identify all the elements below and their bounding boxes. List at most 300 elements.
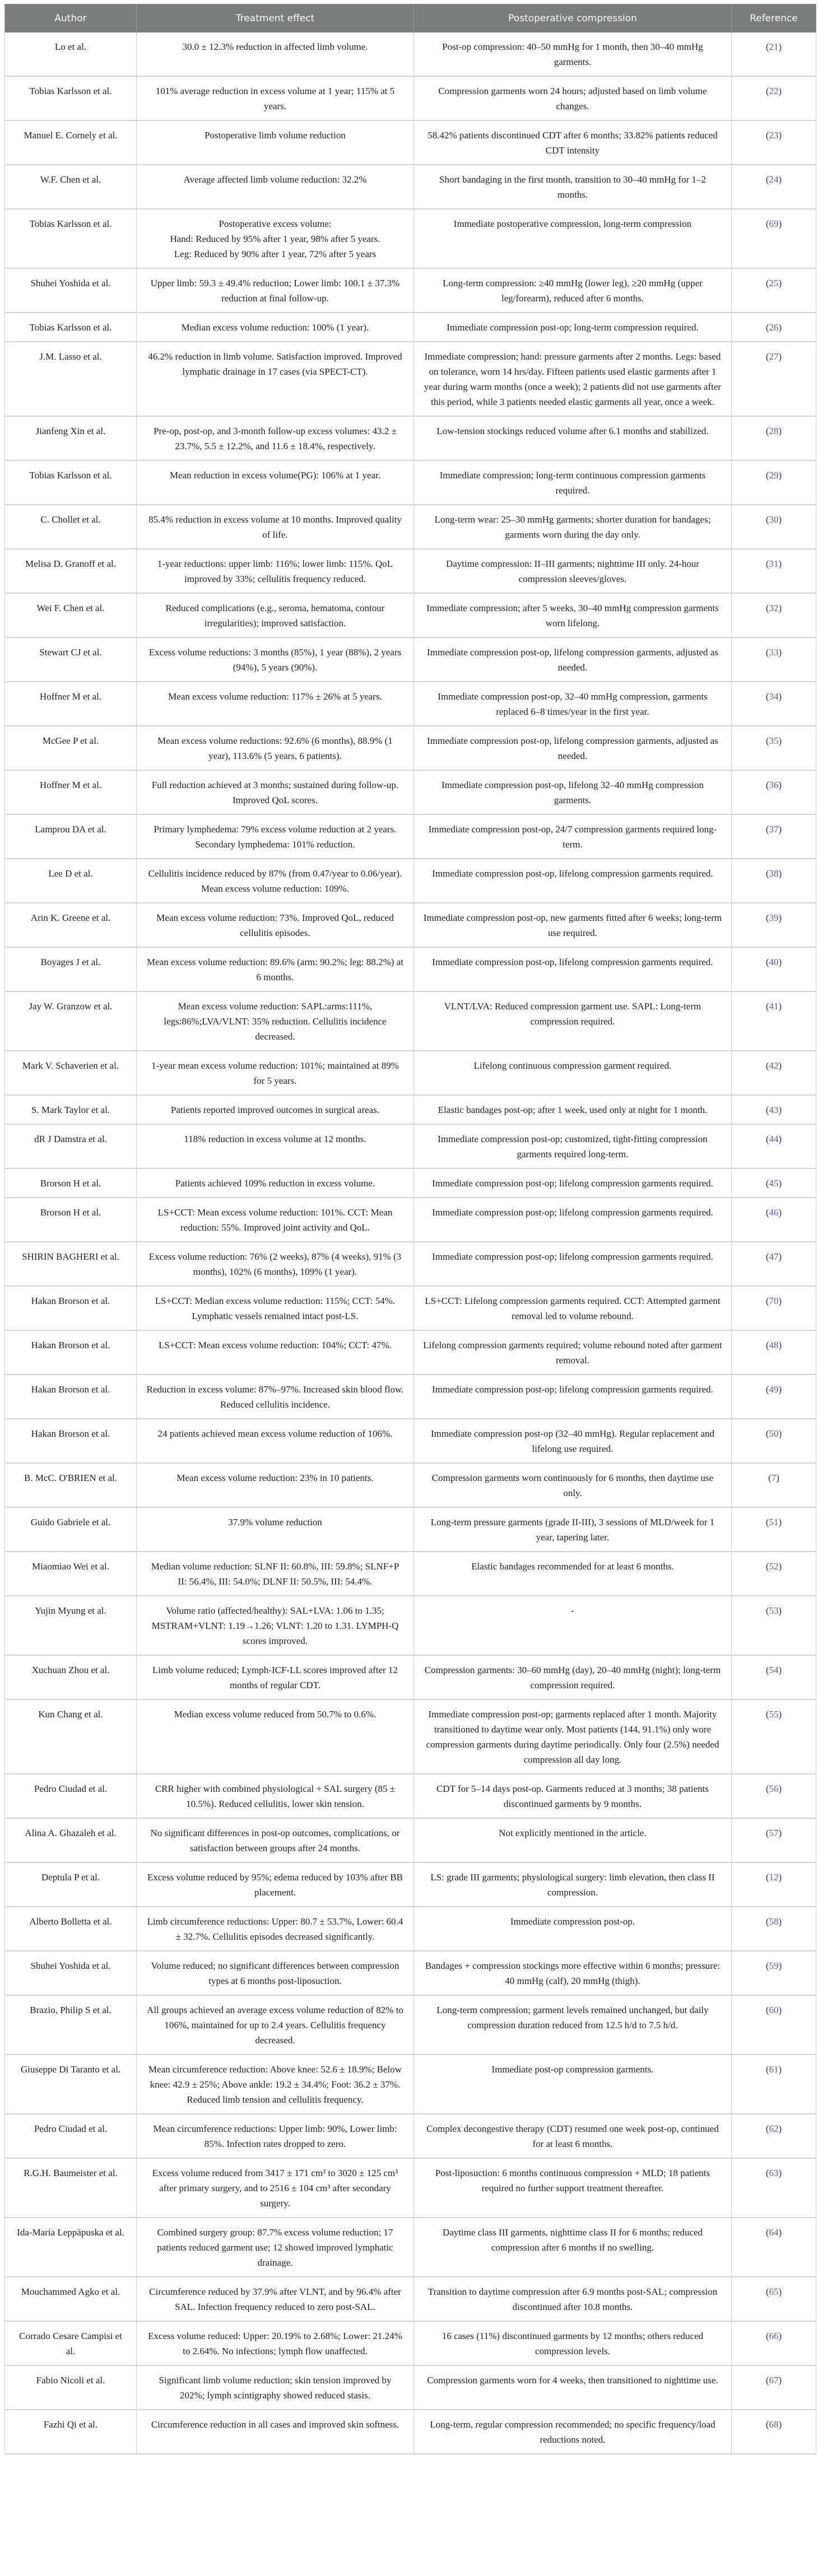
reference-link[interactable]: 60	[769, 2005, 779, 2015]
paren-open: (	[765, 470, 769, 481]
cell-treatment-effect	[137, 814, 414, 859]
paren-close: )	[778, 278, 782, 288]
cell-author: Pedro Ciudad et al.	[5, 2114, 137, 2158]
paren-open: (	[765, 1665, 769, 1675]
header-reference: Reference	[732, 4, 816, 32]
cell-reference	[732, 1995, 816, 2055]
paren-close: )	[778, 2331, 782, 2341]
reference-link[interactable]: 68	[769, 2419, 779, 2430]
cell-postoperative-compression: Compression garments worn for 4 weeks, then transitioned to nighttime use.	[414, 2365, 732, 2410]
cell-postoperative-compression: Not explicitly mentioned in the article.	[414, 1818, 732, 1862]
cell-author: Tobias Karlsson et al.	[5, 460, 137, 505]
reference-link[interactable]: 61	[769, 2064, 779, 2075]
cell-author: dR J Damstra et al.	[5, 1124, 137, 1168]
paren-open: (	[765, 735, 769, 746]
cell-treatment-effect	[137, 460, 414, 505]
cell-reference	[732, 1198, 816, 1242]
reference-link[interactable]: 51	[769, 1517, 779, 1527]
treatment-effect-line: LS+CCT: Mean excess volume reduction: 101%. CCT: Mean reduction: 55%. Improved joint activity and QoL.	[157, 1207, 393, 1233]
paren-close: )	[778, 1060, 782, 1071]
paren-open: (	[765, 957, 769, 967]
cell-postoperative-compression: Lifelong continuous compression garment required.	[414, 1051, 732, 1095]
paren-close: )	[778, 1428, 782, 1439]
cell-reference	[732, 32, 816, 76]
paren-open: (	[765, 2064, 769, 2075]
table-row	[5, 1375, 816, 1419]
paren-open: (	[765, 868, 769, 879]
cell-reference	[732, 1818, 816, 1862]
reference-link[interactable]: 40	[769, 957, 779, 967]
cell-author: Guido Gabriele et al.	[5, 1507, 137, 1552]
reference-link[interactable]: 59	[769, 1960, 779, 1971]
reference-link[interactable]: 28	[769, 426, 779, 436]
reference-link[interactable]: 53	[769, 1605, 779, 1616]
paren-close: )	[778, 426, 782, 436]
reference-link[interactable]: 7	[771, 1473, 777, 1483]
reference-link[interactable]: 39	[769, 912, 779, 923]
cell-reference	[732, 2410, 816, 2454]
reference-link[interactable]: 54	[769, 1665, 779, 1675]
cell-author: Stewart CJ et al.	[5, 637, 137, 682]
cell-treatment-effect	[137, 1375, 414, 1419]
paren-open: (	[765, 1001, 769, 1012]
cell-reference	[732, 1699, 816, 1774]
treatment-effect-line: Excess volume reduced from 3417 ± 171 cm³ to 3020 ± 125 cm³ after primary surgery, and to 2516 ± 104 cm³ after secondary surgery.	[152, 2168, 398, 2209]
cell-postoperative-compression: Immediate compression post-op; garments replaced after 1 month. Majority transitioned to daytime wear only. Most patients (144, 91.1%) only wore compression garments during daytime periodically. Only four (2.5%) needed compression all day long.	[414, 1699, 732, 1774]
cell-reference	[732, 209, 816, 268]
paren-open: (	[765, 558, 769, 569]
treatment-effect-line: Upper limb: 59.3 ± 49.4% reduction; Lower limb: 100.1 ± 37.3% reduction at final follow-up.	[150, 278, 400, 304]
reference-link[interactable]: 62	[769, 2123, 779, 2134]
cell-postoperative-compression: Post-liposuction: 6 months continuous compression + MLD; 18 patients required no further support treatment thereafter.	[414, 2158, 732, 2218]
paren-close: )	[778, 957, 782, 967]
cell-reference	[732, 313, 816, 342]
treatment-effect-line: 46.2% reduction in limb volume. Satisfaction improved. Improved lymphatic drainage in 17 cases (via SPECT-CT).	[148, 351, 402, 377]
paren-open: (	[765, 2286, 769, 2297]
reference-link[interactable]: 42	[769, 1060, 779, 1071]
cell-treatment-effect	[137, 903, 414, 947]
treatment-effect-line: LS+CCT: Mean excess volume reduction: 104%; CCT: 47%.	[159, 1340, 392, 1350]
cell-reference	[732, 2365, 816, 2410]
reference-link[interactable]: 23	[769, 130, 779, 141]
cell-postoperative-compression: Immediate compression post-op, lifelong compression garments, adjusted as needed.	[414, 726, 732, 770]
cell-author: Kun Chang et al.	[5, 1699, 137, 1774]
cell-reference	[732, 1286, 816, 1330]
table-row	[5, 1699, 816, 1774]
cell-reference	[732, 1375, 816, 1419]
treatment-effect-line: 1-year mean excess volume reduction: 101%; maintained at 89% for 5 years.	[151, 1060, 399, 1086]
cell-treatment-effect	[137, 1818, 414, 1862]
cell-treatment-effect	[137, 1552, 414, 1596]
cell-treatment-effect	[137, 268, 414, 313]
paren-open: (	[765, 1384, 769, 1395]
treatment-effect-line: Mean excess volume reduction: 89.6% (arm: 90.2%; leg: 88.2%) at 6 months.	[147, 957, 403, 982]
reference-link[interactable]: 25	[769, 278, 779, 288]
cell-author: Boyages J et al.	[5, 947, 137, 991]
paren-open: (	[765, 1178, 769, 1189]
paren-open: (	[765, 780, 769, 790]
cell-treatment-effect	[137, 416, 414, 460]
reference-link[interactable]: 46	[769, 1207, 779, 1218]
paren-close: )	[778, 868, 782, 879]
treatment-effect-line: Mean circumference reduction: Above knee: 52.6 ± 18.9%; Below knee: 42.9 ± 25%; Above ankle: 19.2 ± 34.4%; Foot: 36.2 ± 37%. Reduced limb tension and cellulitis frequency.	[148, 2064, 402, 2105]
cell-reference	[732, 505, 816, 549]
paren-close: )	[778, 558, 782, 569]
cell-reference	[732, 682, 816, 726]
paren-close: )	[778, 647, 782, 658]
treatment-effect-line: Average affected limb volume reduction: 32.2%	[183, 174, 367, 185]
cell-author: Brorson H et al.	[5, 1168, 137, 1198]
cell-treatment-effect	[137, 2055, 414, 2114]
cell-author: Miaomiao Wei et al.	[5, 1552, 137, 1596]
paren-close: )	[776, 1473, 779, 1483]
treatment-effect-line: 37.9% volume reduction	[228, 1517, 322, 1527]
cell-treatment-effect	[137, 1124, 414, 1168]
cell-reference	[732, 726, 816, 770]
reference-link[interactable]: 49	[769, 1384, 779, 1395]
cell-treatment-effect	[137, 1655, 414, 1699]
reference-link[interactable]: 12	[769, 1872, 779, 1883]
header-author: Author	[5, 4, 137, 32]
cell-author: R.G.H. Baumeister et al.	[5, 2158, 137, 2218]
table-row	[5, 342, 816, 416]
treatment-effect-line: Hand: Reduced by 95% after 1 year, 98% after 5 years.	[170, 234, 380, 244]
cell-postoperative-compression: Elastic bandages recommended for at least 6 months.	[414, 1552, 732, 1596]
treatment-effect-line: No significant differences in post-op outcomes, complications, or satisfaction between groups after 24 months.	[150, 1828, 400, 1853]
cell-author: Mouchammed Agko et al.	[5, 2277, 137, 2321]
reference-link[interactable]: 47	[769, 1251, 779, 1262]
reference-link[interactable]: 32	[769, 603, 779, 613]
cell-reference	[732, 903, 816, 947]
treatment-effect-line: Median volume reduction: SLNF II: 60.8%, III: 59.8%; SLNF+P II: 56.4%, III: 54.0%; DLNF II: 50.5%, III: 54.4%.	[151, 1561, 399, 1587]
cell-author: W.F. Chen et al.	[5, 165, 137, 209]
cell-treatment-effect	[137, 682, 414, 726]
paren-close: )	[778, 2123, 782, 2134]
cell-reference	[732, 76, 816, 120]
cell-treatment-effect	[137, 2365, 414, 2410]
reference-link[interactable]: 41	[769, 1001, 779, 1012]
table-row	[5, 2055, 816, 2114]
cell-treatment-effect	[137, 2114, 414, 2158]
cell-reference	[732, 1463, 816, 1507]
reference-link[interactable]: 57	[769, 1828, 779, 1838]
reference-link[interactable]: 35	[769, 735, 779, 746]
cell-postoperative-compression: 58.42% patients discontinued CDT after 6 months; 33.82% patients reduced CDT intensity	[414, 120, 732, 165]
paren-close: )	[778, 824, 782, 835]
outcomes-table	[4, 4, 816, 2454]
paren-close: )	[778, 603, 782, 613]
cell-postoperative-compression: Immediate compression post-op; lifelong compression garments required.	[414, 1168, 732, 1198]
paren-open: (	[765, 322, 769, 333]
cell-treatment-effect	[137, 770, 414, 814]
table-row	[5, 2218, 816, 2277]
cell-author: Giuseppe Di Taranto et al.	[5, 2055, 137, 2114]
treatment-effect-line: Median excess volume reduction: 100% (1 year).	[181, 322, 369, 333]
cell-postoperative-compression: Immediate postoperative compression, long-term compression	[414, 209, 732, 268]
reference-link[interactable]: 26	[769, 322, 779, 333]
table-row	[5, 416, 816, 460]
cell-treatment-effect	[137, 76, 414, 120]
cell-author: Hakan Brorson et al.	[5, 1375, 137, 1419]
reference-link[interactable]: 38	[769, 868, 779, 879]
cell-treatment-effect	[137, 313, 414, 342]
reference-link[interactable]: 43	[769, 1105, 779, 1115]
paren-close: )	[778, 41, 782, 52]
cell-treatment-effect	[137, 1168, 414, 1198]
cell-treatment-effect	[137, 593, 414, 637]
cell-author: Tobias Karlsson et al.	[5, 313, 137, 342]
cell-postoperative-compression: Immediate compression post-op, lifelong compression garments required.	[414, 859, 732, 903]
cell-postoperative-compression: Long-term, regular compression recommended; no specific frequency/load reductions noted.	[414, 2410, 732, 2454]
cell-postoperative-compression: Immediate compression post-op; lifelong compression garments required.	[414, 1242, 732, 1286]
reference-link[interactable]: 33	[769, 647, 779, 658]
cell-postoperative-compression: Compression garments worn continuously for 6 months, then daytime use only.	[414, 1463, 732, 1507]
treatment-effect-line: Leg: Reduced by 90% after 1 year, 72% after 5 years	[174, 249, 377, 259]
cell-author: Deptula P et al.	[5, 1862, 137, 1907]
paren-open: (	[765, 1605, 769, 1616]
cell-treatment-effect	[137, 947, 414, 991]
cell-author: S. Mark Taylor et al.	[5, 1095, 137, 1124]
reference-link[interactable]: 29	[769, 470, 779, 481]
cell-author: Alberto Bolletta et al.	[5, 1907, 137, 1951]
reference-link[interactable]: 67	[769, 2375, 779, 2386]
cell-treatment-effect	[137, 165, 414, 209]
cell-reference	[732, 2158, 816, 2218]
treatment-effect-line: Excess volume reductions: 3 months (85%), 1 year (88%), 2 years (94%), 5 years (90%).	[148, 647, 402, 673]
treatment-effect-line: Mean excess volume reduction: 23% in 10 patients.	[176, 1473, 374, 1483]
cell-treatment-effect	[137, 726, 414, 770]
cell-postoperative-compression: Daytime class III garments, nighttime class II for 6 months; reduced compression after 6 months if no swelling.	[414, 2218, 732, 2277]
reference-link[interactable]: 48	[769, 1340, 779, 1350]
treatment-effect-line: Significant limb volume reduction; skin tension improved by 202%; lymph scintigraphy showed reduced stasis.	[159, 2375, 392, 2401]
paren-open: (	[765, 218, 769, 229]
reference-link[interactable]: 30	[769, 514, 779, 525]
cell-reference	[732, 1095, 816, 1124]
treatment-effect-line: Limb volume reduced; Lymph-ICF-LL scores improved after 12 months of regular CDT.	[152, 1665, 398, 1690]
paren-close: )	[778, 2064, 782, 2075]
cell-reference	[732, 1168, 816, 1198]
paren-close: )	[778, 1296, 782, 1306]
paren-close: )	[778, 1001, 782, 1012]
paren-open: (	[765, 1207, 769, 1218]
paren-open: (	[765, 2419, 769, 2430]
table-row	[5, 32, 816, 76]
paren-open: (	[765, 1872, 769, 1883]
table-row	[5, 268, 816, 313]
paren-open: (	[765, 1960, 769, 1971]
reference-link[interactable]: 27	[769, 351, 779, 362]
paren-close: )	[778, 1783, 782, 1794]
table-row	[5, 2114, 816, 2158]
reference-link[interactable]: 34	[769, 691, 779, 702]
cell-reference	[732, 120, 816, 165]
reference-link[interactable]: 66	[769, 2331, 779, 2341]
table-row	[5, 2321, 816, 2365]
reference-link[interactable]: 56	[769, 1783, 779, 1794]
cell-treatment-effect	[137, 1951, 414, 1995]
cell-treatment-effect	[137, 1286, 414, 1330]
table-row	[5, 991, 816, 1051]
table-row	[5, 1995, 816, 2055]
paren-close: )	[778, 1916, 782, 1927]
treatment-effect-line: Mean excess volume reductions: 92.6% (6 months), 88.9% (1 year), 113.6% (5 years, 6 patients).	[157, 735, 393, 761]
reference-link[interactable]: 69	[769, 218, 779, 229]
treatment-effect-line: Primary lymphedema: 79% excess volume reduction at 2 years. Secondary lymphedema: 101% reduction.	[154, 824, 397, 850]
cell-author: McGee P et al.	[5, 726, 137, 770]
cell-treatment-effect	[137, 859, 414, 903]
paren-open: (	[765, 514, 769, 525]
cell-author: B. McC. O'BRIEN et al.	[5, 1463, 137, 1507]
paren-open: (	[765, 2227, 769, 2238]
cell-postoperative-compression: Immediate compression post-op, new garments fitted after 6 weeks; long-term use required.	[414, 903, 732, 947]
treatment-effect-line: Circumference reduced by 37.9% after VLNT, and by 96.4% after SAL. Infection frequency reduced to zero post-SAL.	[149, 2286, 401, 2312]
cell-postoperative-compression: Complex decongestive therapy (CDT) resumed one week post-op, continued for at least 6 months.	[414, 2114, 732, 2158]
paren-open: (	[765, 1251, 769, 1262]
table-row	[5, 814, 816, 859]
cell-author: Manuel E. Cornely et al.	[5, 120, 137, 165]
cell-reference	[732, 268, 816, 313]
paren-close: )	[778, 470, 782, 481]
table-row	[5, 859, 816, 903]
cell-reference	[732, 2321, 816, 2365]
cell-reference	[732, 416, 816, 460]
cell-reference	[732, 1655, 816, 1699]
reference-link[interactable]: 45	[769, 1178, 779, 1189]
cell-postoperative-compression: Immediate compression post-op, lifelong compression garments required.	[414, 947, 732, 991]
cell-postoperative-compression: Low-tension stockings reduced volume after 6.1 months and stabilized.	[414, 416, 732, 460]
cell-postoperative-compression: Transition to daytime compression after 6.9 months post-SAL; compression discontinued after 10.8 months.	[414, 2277, 732, 2321]
header-treatment-effect: Treatment effect	[137, 4, 414, 32]
reference-link[interactable]: 65	[769, 2286, 779, 2297]
treatment-effect-line: 85.4% reduction in excess volume at 10 months. Improved quality of life.	[148, 514, 402, 540]
treatment-effect-line: Mean excess volume reduction: 117% ± 26% at 5 years.	[168, 691, 382, 702]
cell-postoperative-compression: Immediate compression post-op, lifelong 32–40 mmHg compression garments.	[414, 770, 732, 814]
paren-open: (	[765, 1105, 769, 1115]
cell-treatment-effect	[137, 342, 414, 416]
treatment-effect-line: Postoperative limb volume reduction	[204, 130, 346, 141]
table-row	[5, 549, 816, 593]
cell-reference	[732, 165, 816, 209]
treatment-effect-line: Median excess volume reduced from 50.7% to 0.6%.	[174, 1709, 377, 1720]
cell-author: Tobias Karlsson et al.	[5, 76, 137, 120]
cell-author: Pedro Ciudad et al.	[5, 1774, 137, 1818]
treatment-effect-line: Mean excess volume reduction: SAPL:arms:111%, legs:86%;LVA/VLNT: 35% reduction. Cellulitis incidence decreased.	[164, 1001, 387, 1042]
table-row	[5, 1095, 816, 1124]
cell-treatment-effect	[137, 1907, 414, 1951]
paren-close: )	[778, 130, 782, 141]
reference-link[interactable]: 22	[769, 86, 779, 96]
reference-link[interactable]: 70	[769, 1296, 779, 1306]
treatment-effect-line: 118% reduction in excess volume at 12 months.	[184, 1134, 366, 1144]
cell-author: Lee D et al.	[5, 859, 137, 903]
table-row	[5, 2365, 816, 2410]
treatment-effect-line: Mean circumference reductions: Upper limb: 90%, Lower limb: 85%. Infection rates dropped to zero.	[153, 2123, 397, 2149]
reference-link[interactable]: 21	[769, 41, 779, 52]
paren-open: (	[765, 824, 769, 835]
reference-link[interactable]: 50	[769, 1428, 779, 1439]
paren-close: )	[778, 2286, 782, 2297]
table-row	[5, 1862, 816, 1907]
paren-close: )	[778, 86, 782, 96]
cell-author: Fabio Nicoli et al.	[5, 2365, 137, 2410]
reference-link[interactable]: 37	[769, 824, 779, 835]
paren-open: (	[765, 1517, 769, 1527]
paren-open: (	[765, 1828, 769, 1838]
reference-link[interactable]: 63	[769, 2168, 779, 2178]
cell-author: Alina A. Ghazaleh et al.	[5, 1818, 137, 1862]
paren-close: )	[778, 691, 782, 702]
treatment-effect-line: CRR higher with combined physiological + SAL surgery (85 ± 10.5%). Reduced cellulitis, lower skin tension.	[155, 1783, 396, 1809]
cell-treatment-effect	[137, 2218, 414, 2277]
table-row	[5, 1818, 816, 1862]
paren-open: (	[765, 278, 769, 288]
paren-close: )	[778, 2375, 782, 2386]
table-row	[5, 505, 816, 549]
cell-author: Ida-Maria Leppäpuska et al.	[5, 2218, 137, 2277]
treatment-effect-line: Excess volume reduction: 76% (2 weeks), 87% (4 weeks), 91% (3 months), 102% (6 months), 109% (1 year).	[148, 1251, 402, 1277]
cell-reference	[732, 947, 816, 991]
reference-link[interactable]: 52	[769, 1561, 779, 1572]
table-row	[5, 1198, 816, 1242]
cell-postoperative-compression: -	[414, 1596, 732, 1655]
paren-open: (	[765, 691, 769, 702]
cell-author: Brorson H et al.	[5, 1198, 137, 1242]
cell-treatment-effect	[137, 1862, 414, 1907]
paren-close: )	[778, 514, 782, 525]
table-row	[5, 1655, 816, 1699]
cell-postoperative-compression: 16 cases (11%) discontinued garments by 12 months; others reduced compression levels.	[414, 2321, 732, 2365]
cell-reference	[732, 1051, 816, 1095]
paren-open: (	[765, 41, 769, 52]
cell-reference	[732, 859, 816, 903]
reference-link[interactable]: 36	[769, 780, 779, 790]
reference-link[interactable]: 31	[769, 558, 779, 569]
reference-link[interactable]: 64	[769, 2227, 779, 2238]
paren-close: )	[778, 735, 782, 746]
table-row	[5, 682, 816, 726]
paren-close: )	[778, 1105, 782, 1115]
cell-treatment-effect	[137, 1596, 414, 1655]
cell-postoperative-compression: Long-term pressure garments (grade II-III), 3 sessions of MLD/week for 1 year, tapering later.	[414, 1507, 732, 1552]
cell-reference	[732, 2277, 816, 2321]
table-row	[5, 637, 816, 682]
cell-reference	[732, 1330, 816, 1375]
cell-author: Xuchuan Zhou et al.	[5, 1655, 137, 1699]
cell-postoperative-compression: Immediate compression post-op, lifelong compression garments, adjusted as needed.	[414, 637, 732, 682]
reference-link[interactable]: 55	[769, 1709, 779, 1720]
paren-close: )	[778, 1828, 782, 1838]
paren-close: )	[778, 1178, 782, 1189]
cell-reference	[732, 2055, 816, 2114]
cell-postoperative-compression: Elastic bandages post-op; after 1 week, used only at night for 1 month.	[414, 1095, 732, 1124]
reference-link[interactable]: 44	[769, 1134, 779, 1144]
reference-link[interactable]: 24	[769, 174, 779, 185]
paren-close: )	[778, 322, 782, 333]
cell-postoperative-compression: Immediate post-op compression garments.	[414, 2055, 732, 2114]
paren-close: )	[778, 174, 782, 185]
paren-open: (	[765, 2331, 769, 2341]
reference-link[interactable]: 58	[769, 1916, 779, 1927]
table-row	[5, 76, 816, 120]
paren-close: )	[778, 1709, 782, 1720]
cell-author: Lo et al.	[5, 32, 137, 76]
paren-open: (	[765, 1561, 769, 1572]
paren-open: (	[765, 1428, 769, 1439]
cell-reference	[732, 637, 816, 682]
table-row	[5, 1774, 816, 1818]
cell-author: Hoffner M et al.	[5, 770, 137, 814]
cell-author: J.M. Lasso et al.	[5, 342, 137, 416]
